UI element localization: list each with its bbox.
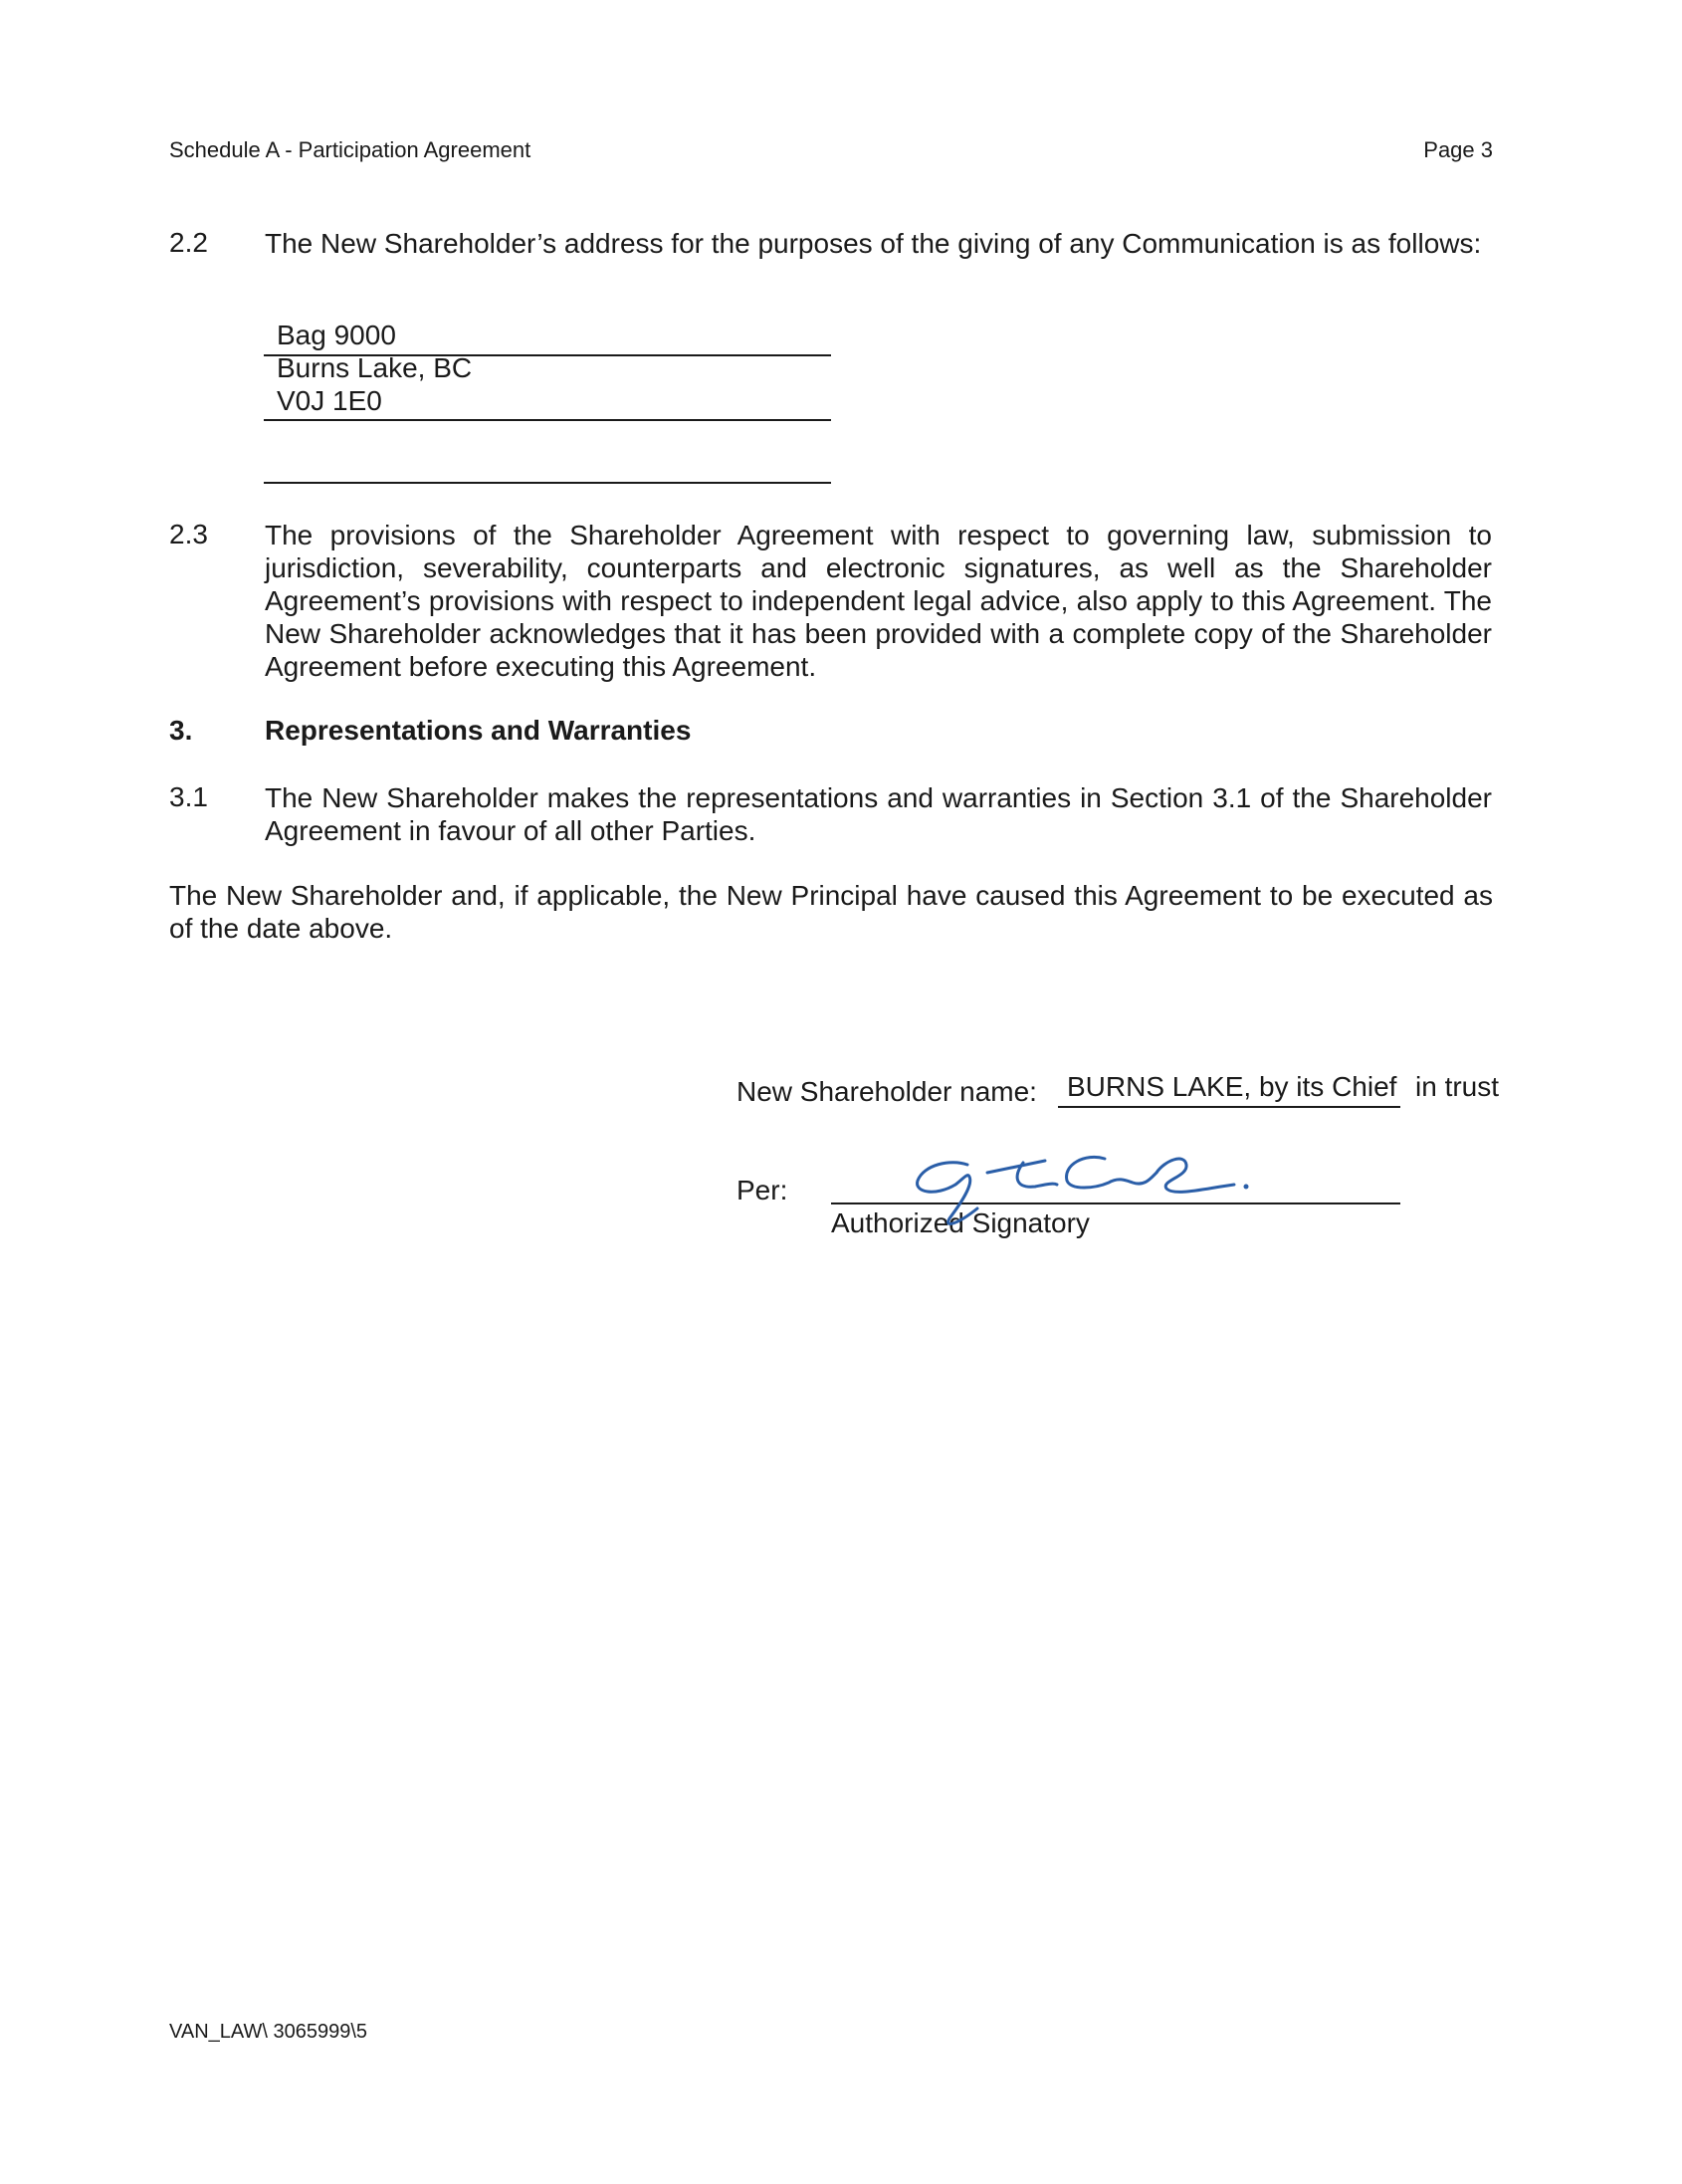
address-line-1: Bag 9000 — [277, 320, 396, 350]
handwritten-signature — [896, 1143, 1264, 1242]
closing-paragraph: The New Shareholder and, if applicable, the New Principal have caused this Agreement to be executed as of the date above. — [169, 880, 1493, 944]
document-header-title: Schedule A - Participation Agreement — [169, 137, 531, 162]
shareholder-name-value: BURNS LAKE, by its Chief — [1067, 1071, 1397, 1102]
authorized-signatory-label: Authorized Signatory — [831, 1207, 1090, 1238]
section-3-1-text: The New Shareholder makes the representations and warranties in Section 3.1 of the Shareholder Agreement in favour of all other Parties. — [265, 782, 1492, 846]
address-underline-blank — [264, 482, 831, 484]
per-label: Per: — [736, 1175, 788, 1205]
section-number-2-2: 2.2 — [169, 227, 208, 258]
shareholder-name-underline — [1058, 1106, 1400, 1108]
address-line-2: Burns Lake, BC — [277, 352, 473, 383]
section-2-2-text: The New Shareholder’s address for the purposes of the giving of any Communication is as follows: — [265, 228, 1482, 259]
section-number-3: 3. — [169, 715, 193, 746]
page-number: Page 3 — [1423, 137, 1493, 162]
section-3-heading: Representations and Warranties — [265, 715, 692, 746]
shareholder-name-label: New Shareholder name: — [736, 1076, 1037, 1107]
shareholder-name-suffix: in trust — [1415, 1071, 1500, 1102]
document-id-footer: VAN_LAW\ 3065999\5 — [169, 2021, 368, 2043]
address-underline-2 — [264, 419, 831, 421]
section-number-3-1: 3.1 — [169, 781, 208, 812]
address-line-3: V0J 1E0 — [277, 385, 382, 416]
section-number-2-3: 2.3 — [169, 519, 208, 549]
section-2-3-text: The provisions of the Shareholder Agreement with respect to governing law, submission to jurisdiction, severability, counterparts and electronic signatures, as well as the Shareholder Agreement’s provisions with respect to independent legal advice, also apply to this Agreement. The New Shareholder acknowledges that it has been provided with a complete copy of the Shareholder Agreement before executing this Agreement. — [265, 520, 1492, 682]
